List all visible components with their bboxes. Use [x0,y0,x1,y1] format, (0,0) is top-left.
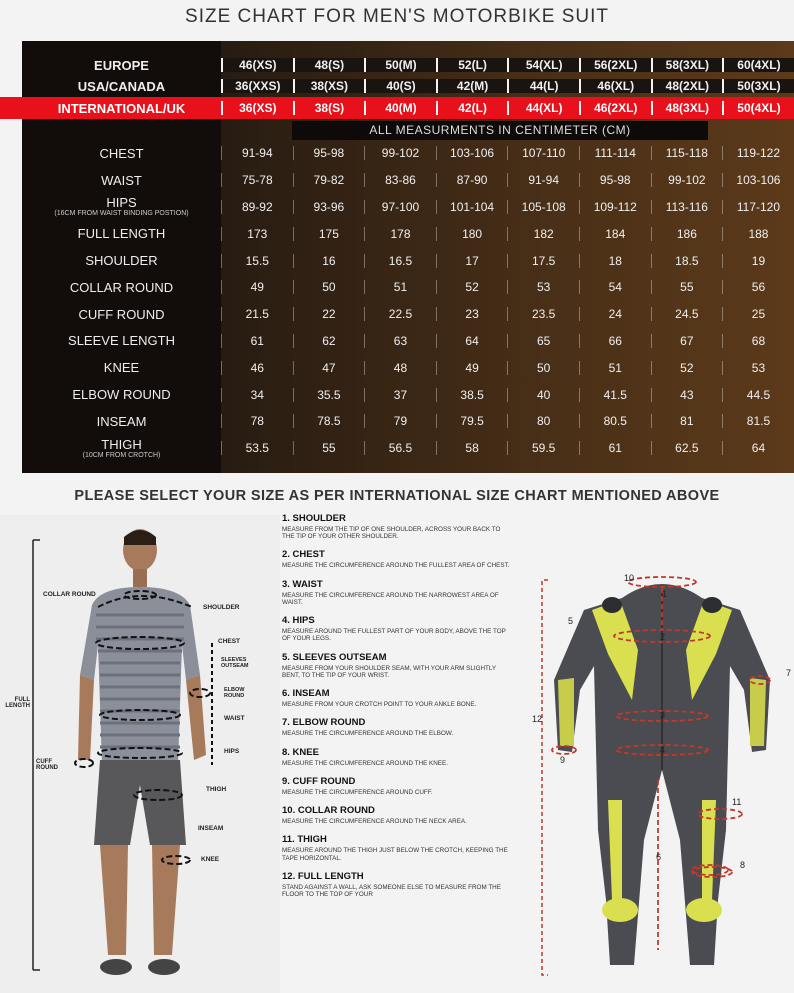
step-heading: 8. KNEE [282,746,319,758]
measurement-value: 99-102 [364,146,436,160]
measurement-value: 105-108 [507,200,579,214]
measurement-value: 67 [651,334,723,348]
measurement-value: 24 [579,307,651,321]
measurement-value: 25 [722,307,794,321]
measurement-value: 81.5 [722,414,794,428]
measurement-value: 103-106 [722,173,794,187]
tag-chest: CHEST [218,638,241,645]
measurement-value: 117-120 [722,200,794,214]
measurement-value: 78 [221,414,293,428]
measurement-step [282,549,512,569]
measurement-value: 18 [579,254,651,268]
measurement-value: 79 [364,414,436,428]
instruction-text: PLEASE SELECT YOUR SIZE AS PER INTERNATIONAL SIZE CHART MENTIONED ABOVE [74,488,720,504]
measurement-value: 78.5 [293,414,365,428]
measurement-value: 51 [579,361,651,375]
measurement-label [22,254,221,267]
measurement-step [282,747,512,767]
measurement-label [22,196,221,217]
step-description: MEASURE THE CIRCUMFERENCE AROUND THE ELBOW. [282,730,454,738]
measurement-label-text: THIGH [101,436,142,452]
measurement-value: 64 [722,441,794,455]
measurement-label [22,388,221,401]
measurement-value: 52 [436,280,508,294]
measurement-value: 62 [293,334,365,348]
tag-collar-round: COLLAR ROUND [43,591,96,598]
measurement-value: 58 [436,441,508,455]
measurement-value: 15.5 [221,254,293,268]
measurement-value: 55 [651,280,723,294]
step-heading: 2. CHEST [282,549,325,561]
measurement-value: 173 [221,227,293,241]
measurement-value: 103-106 [436,146,508,160]
tag-thigh: THIGH [206,786,227,793]
suit-num-5: 5 [568,616,574,626]
suit-num-10: 10 [624,573,635,583]
measurement-step [282,717,512,737]
measurement-value: 48 [364,361,436,375]
measurement-steps [282,513,512,907]
measurement-value: 80.5 [579,414,651,428]
measurement-value: 113-116 [651,200,723,214]
size-cell: 56(2XL) [579,58,651,72]
measurement-value: 99-102 [651,173,723,187]
suit-num-7: 7 [786,668,792,678]
measurement-value: 188 [722,227,794,241]
size-cell: 48(S) [293,58,365,72]
measurement-value: 61 [221,334,293,348]
suit-num-4: 4 [660,745,666,755]
size-cell: 36(XXS) [221,79,293,93]
measurement-value: 95-98 [579,173,651,187]
measurement-label-text: INSEAM [96,413,147,429]
measurement-value: 68 [722,334,794,348]
measurement-value: 46 [221,361,293,375]
size-cell: 60(4XL) [722,58,794,72]
size-cell: 42(L) [436,101,508,115]
measurement-label-text: COLLAR ROUND [69,279,174,295]
size-cell: 40(M) [364,101,436,115]
step-description: MEASURE FROM THE TIP OF ONE SHOULDER, ACROSS YOUR BACK TO THE TIP OF YOUR OTHER SHOULDER. [282,526,501,541]
measurement-value: 34 [221,388,293,402]
step-description: MEASURE THE CIRCUMFERENCE AROUND THE KNEE. [282,759,448,767]
size-cell: 40(S) [364,79,436,93]
measurement-value: 16 [293,254,365,268]
suit-num-9: 9 [560,755,566,765]
measurement-label [22,308,221,321]
measurement-row-thigh [22,435,794,462]
measurement-label [22,334,221,347]
measurement-value: 111-114 [579,146,651,160]
size-cell: 44(XL) [507,101,579,115]
step-heading: 4. HIPS [282,615,315,627]
measurement-row-chest [22,140,794,167]
measurement-value: 59.5 [507,441,579,455]
measurement-value: 17 [436,254,508,268]
measurement-value: 184 [579,227,651,241]
measurement-value: 49 [221,280,293,294]
step-heading: 11. THIGH [282,834,327,846]
measurement-step [282,776,512,796]
page-title: SIZE CHART FOR MEN'S MOTORBIKE SUIT [185,6,609,27]
tag-waist: WAIST [224,715,245,722]
measurement-value: 91-94 [221,146,293,160]
measurement-value: 40 [507,388,579,402]
step-description: MEASURE AROUND THE THIGH JUST BELOW THE CROTCH, KEEPING THE TAPE HORIZONTAL. [282,847,508,862]
measurement-value: 119-122 [722,146,794,160]
measurement-value: 44.5 [722,388,794,402]
size-cell: 44(L) [507,79,579,93]
measurement-value: 107-110 [507,146,579,160]
suit-num-2: 2 [660,632,666,642]
step-description: MEASURE THE CIRCUMFERENCE AROUND THE NARROWEST AREA OF WAIST. [282,591,499,606]
measurement-value: 115-118 [651,146,723,160]
size-cell: 52(L) [436,58,508,72]
measurement-value: 75-78 [221,173,293,187]
measurement-value: 21.5 [221,307,293,321]
measurement-step [282,615,512,642]
measurement-label-text: HIPS [106,195,137,211]
measurement-label [22,227,221,240]
size-cell: 38(S) [293,101,365,115]
step-description: MEASURE THE CIRCUMFERENCE AROUND THE NECK AREA. [282,818,467,826]
measurement-label-text: SHOULDER [85,253,158,269]
measurement-value: 95-98 [293,146,365,160]
measurement-step [282,513,512,540]
measurement-step [282,805,512,825]
measurement-row-elbow-round [22,381,794,408]
measurement-value: 43 [651,388,723,402]
size-cell: 42(M) [436,79,508,93]
measurement-value: 52 [651,361,723,375]
measurement-value: 101-104 [436,200,508,214]
region-label: INTERNATIONAL/UK [57,100,186,116]
measurement-value: 62.5 [651,441,723,455]
region-row-europe [22,55,794,75]
measurement-step [282,834,512,861]
measurement-value: 97-100 [364,200,436,214]
measurement-sublabel: (10CM FROM CROTCH) [82,451,161,459]
tag-inseam: INSEAM [198,825,224,832]
measurement-value: 54 [579,280,651,294]
measurement-value: 50 [507,361,579,375]
measurement-value: 186 [651,227,723,241]
tag-cuff-round: CUFF ROUND [36,759,58,771]
tag-shoulder: SHOULDER [203,604,240,611]
suit-num-8: 8 [740,860,746,870]
measurement-value: 87-90 [436,173,508,187]
step-description: MEASURE FROM YOUR SHOULDER SEAM, WITH YOUR ARM SLIGHTLY BENT, TO THE TIP OF YOUR WRIST. [282,664,497,679]
size-cell: 58(3XL) [651,58,723,72]
measurement-value: 22.5 [364,307,436,321]
measurement-label [22,415,221,428]
measurement-value: 109-112 [579,200,651,214]
suit-num-12: 12 [532,714,543,724]
measurement-value: 50 [293,280,365,294]
measurement-value: 83-86 [364,173,436,187]
measurement-label-text: CUFF ROUND [78,306,165,322]
step-heading: 1. SHOULDER [282,513,346,524]
size-cell: 46(XL) [579,79,651,93]
suit-num-3: 3 [660,710,666,720]
size-cell: 38(XS) [293,79,365,93]
measurement-label-text: WAIST [101,172,142,188]
size-cell: 36(XS) [221,101,293,115]
step-description: STAND AGAINST A WALL, ASK SOMEONE ELSE TO MEASURE FROM THE FLOOR TO THE TOP OF YOUR [282,883,501,898]
region-row-international [0,97,794,119]
size-cell: 50(M) [364,58,436,72]
size-cell: 48(2XL) [651,79,723,93]
measurement-label-text: SLEEVE LENGTH [68,333,175,349]
step-description: MEASURE FROM YOUR CROTCH POINT TO YOUR ANKLE BONE. [282,701,477,709]
measurement-sublabel: (16CM FROM WAIST BINDING POSTION) [54,210,189,218]
measurement-value: 180 [436,227,508,241]
measurement-value: 22 [293,307,365,321]
measurement-value: 23.5 [507,307,579,321]
measurement-row-shoulder [22,247,794,274]
measurement-value: 178 [364,227,436,241]
suit-num-6: 6 [656,852,662,862]
measurement-step [282,652,512,679]
measurement-label [22,174,221,187]
step-heading: 3. WAIST [282,578,323,590]
step-heading: 12. FULL LENGTH [282,870,364,882]
measurement-value: 23 [436,307,508,321]
measurement-value: 19 [722,254,794,268]
step-description: MEASURE THE CIRCUMFERENCE AROUND CUFF. [282,788,433,796]
measurement-label-text: FULL LENGTH [77,226,166,242]
step-heading: 10. COLLAR ROUND [282,805,375,817]
measurement-value: 53 [722,361,794,375]
step-heading: 9. CUFF ROUND [282,775,356,787]
region-row-usa-canada [22,76,794,96]
size-cell: 46(2XL) [579,101,651,115]
measurement-value: 66 [579,334,651,348]
step-heading: 7. ELBOW ROUND [282,717,366,729]
measurement-value: 37 [364,388,436,402]
measurement-label [22,147,221,160]
tag-elbow-round: ELBOW ROUND [224,687,245,699]
measurement-label-text: CHEST [99,145,144,161]
measurement-value: 64 [436,334,508,348]
size-cell: 50(4XL) [722,101,794,115]
measurement-row-sleeve-length [22,328,794,355]
step-description: MEASURE AROUND THE FULLEST PART OF YOUR BODY, ABOVE THE TOP OF YOUR LEGS. [282,628,506,643]
measurement-value: 79-82 [293,173,365,187]
tag-hips: HIPS [224,748,240,755]
measurement-value: 35.5 [293,388,365,402]
measurement-step [282,579,512,606]
measurement-value: 18.5 [651,254,723,268]
suit-num-1: 1 [662,589,668,599]
size-cell: 48(3XL) [651,101,723,115]
measurement-value: 53 [507,280,579,294]
measurement-row-full-length [22,220,794,247]
measurement-value: 56 [722,280,794,294]
measurement-value: 47 [293,361,365,375]
measurement-label-text: KNEE [103,360,140,376]
measurement-value: 16.5 [364,254,436,268]
measurement-value: 63 [364,334,436,348]
measurement-value: 93-96 [293,200,365,214]
measurement-label [22,281,221,294]
suit-num-11: 11 [732,797,742,807]
tag-knee: KNEE [201,856,220,863]
measurement-value: 80 [507,414,579,428]
tag-sleeves-outseam: SLEEVES OUTSEAM [221,657,249,669]
measurement-label [22,438,221,459]
measurement-value: 24.5 [651,307,723,321]
size-cell: 46(XS) [221,58,293,72]
measurement-value: 56.5 [364,441,436,455]
size-cell: 50(3XL) [722,79,794,93]
measurement-value: 41.5 [579,388,651,402]
measurement-value: 89-92 [221,200,293,214]
measurement-label-text: ELBOW ROUND [72,387,171,403]
measurement-value: 38.5 [436,388,508,402]
measurement-row-inseam [22,408,794,435]
measurement-row-collar-round [22,274,794,301]
tag-full-length: FULL LENGTH [5,697,30,709]
measurement-row-knee [22,354,794,381]
measurement-value: 182 [507,227,579,241]
measurement-value: 79.5 [436,414,508,428]
measurement-value: 175 [293,227,365,241]
measurement-value: 17.5 [507,254,579,268]
region-label: EUROPE [94,57,149,73]
size-cell: 54(XL) [507,58,579,72]
measurement-step [282,688,512,708]
step-description: MEASURE THE CIRCUMFERENCE AROUND THE FULLEST AREA OF CHEST. [282,562,510,570]
measurement-value: 91-94 [507,173,579,187]
measurement-value: 65 [507,334,579,348]
units-note: ALL MEASURMENTS IN CENTIMETER (CM) [292,121,708,140]
measurement-value: 51 [364,280,436,294]
step-heading: 5. SLEEVES OUTSEAM [282,651,387,663]
measurement-value: 49 [436,361,508,375]
measurement-step [282,871,512,898]
measurement-row-waist [22,167,794,194]
measurement-value: 81 [651,414,723,428]
measurement-row-cuff-round [22,301,794,328]
measurement-row-hips [22,194,794,221]
step-heading: 6. INSEAM [282,688,330,700]
measurement-value: 61 [579,441,651,455]
region-label: USA/CANADA [77,78,166,94]
measurement-value: 55 [293,441,365,455]
measurement-label [22,361,221,374]
measurement-value: 53.5 [221,441,293,455]
